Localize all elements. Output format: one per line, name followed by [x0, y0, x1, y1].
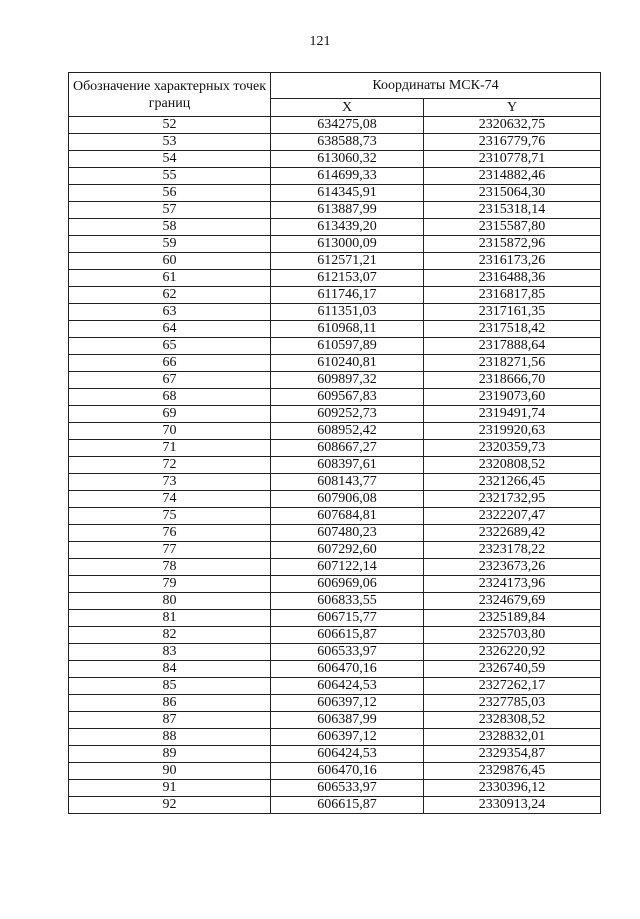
y-coordinate-cell: 2316779,76: [424, 134, 601, 151]
y-coordinate-cell: 2315587,80: [424, 219, 601, 236]
y-coordinate-cell: 2316173,26: [424, 253, 601, 270]
table-row: [69, 270, 601, 287]
header-coordinates: Координаты МСК-74: [271, 73, 601, 99]
x-coordinate-cell: 606470,16: [271, 661, 424, 678]
x-coordinate-cell: 607684,81: [271, 508, 424, 525]
y-coordinate-cell: 2322207,47: [424, 508, 601, 525]
header-points: Обозначение характерных точек границ: [69, 73, 271, 117]
point-id-cell: 78: [69, 559, 271, 576]
point-id-cell: 53: [69, 134, 271, 151]
point-id-cell: 66: [69, 355, 271, 372]
x-coordinate-cell: 606533,97: [271, 780, 424, 797]
y-coordinate-cell: 2330913,24: [424, 797, 601, 814]
y-coordinate-cell: 2317888,64: [424, 338, 601, 355]
x-coordinate-cell: 608397,61: [271, 457, 424, 474]
y-coordinate-cell: 2316817,85: [424, 287, 601, 304]
point-id-cell: 68: [69, 389, 271, 406]
table-row: [69, 661, 601, 678]
x-coordinate-cell: 607480,23: [271, 525, 424, 542]
header-y: Y: [424, 99, 601, 117]
point-id-cell: 52: [69, 117, 271, 134]
point-id-cell: 80: [69, 593, 271, 610]
y-coordinate-cell: 2328832,01: [424, 729, 601, 746]
point-id-cell: 59: [69, 236, 271, 253]
point-id-cell: 89: [69, 746, 271, 763]
x-coordinate-cell: 638588,73: [271, 134, 424, 151]
table-header: [69, 73, 601, 117]
y-coordinate-cell: 2314882,46: [424, 168, 601, 185]
table-row: [69, 712, 601, 729]
x-coordinate-cell: 606615,87: [271, 797, 424, 814]
table-row: [69, 508, 601, 525]
x-coordinate-cell: 606424,53: [271, 746, 424, 763]
y-coordinate-cell: 2315318,14: [424, 202, 601, 219]
y-coordinate-cell: 2320632,75: [424, 117, 601, 134]
y-coordinate-cell: 2320808,52: [424, 457, 601, 474]
y-coordinate-cell: 2325703,80: [424, 627, 601, 644]
x-coordinate-cell: 614345,91: [271, 185, 424, 202]
table-row: [69, 644, 601, 661]
y-coordinate-cell: 2319920,63: [424, 423, 601, 440]
table-row: [69, 678, 601, 695]
x-coordinate-cell: 606397,12: [271, 729, 424, 746]
x-coordinate-cell: 607122,14: [271, 559, 424, 576]
table-row: [69, 253, 601, 270]
y-coordinate-cell: 2329876,45: [424, 763, 601, 780]
x-coordinate-cell: 608952,42: [271, 423, 424, 440]
x-coordinate-cell: 609567,83: [271, 389, 424, 406]
point-id-cell: 65: [69, 338, 271, 355]
table-row: [69, 117, 601, 134]
table-body: [69, 117, 601, 814]
y-coordinate-cell: 2330396,12: [424, 780, 601, 797]
table-row: [69, 406, 601, 423]
point-id-cell: 54: [69, 151, 271, 168]
y-coordinate-cell: 2316488,36: [424, 270, 601, 287]
table-row: [69, 542, 601, 559]
x-coordinate-cell: 606969,06: [271, 576, 424, 593]
point-id-cell: 62: [69, 287, 271, 304]
table-row: [69, 134, 601, 151]
header-x: X: [271, 99, 424, 117]
y-coordinate-cell: 2322689,42: [424, 525, 601, 542]
page-number: 121: [309, 34, 331, 49]
point-id-cell: 81: [69, 610, 271, 627]
table-row: [69, 559, 601, 576]
table-row: [69, 372, 601, 389]
x-coordinate-cell: 608143,77: [271, 474, 424, 491]
y-coordinate-cell: 2318271,56: [424, 355, 601, 372]
table-row: [69, 695, 601, 712]
table-row: [69, 168, 601, 185]
table-row: [69, 593, 601, 610]
table-row: [69, 355, 601, 372]
table-row: [69, 287, 601, 304]
y-coordinate-cell: 2327785,03: [424, 695, 601, 712]
point-id-cell: 77: [69, 542, 271, 559]
table-row: [69, 474, 601, 491]
y-coordinate-cell: 2326740,59: [424, 661, 601, 678]
y-coordinate-cell: 2319073,60: [424, 389, 601, 406]
point-id-cell: 64: [69, 321, 271, 338]
y-coordinate-cell: 2321266,45: [424, 474, 601, 491]
x-coordinate-cell: 607292,60: [271, 542, 424, 559]
y-coordinate-cell: 2327262,17: [424, 678, 601, 695]
x-coordinate-cell: 613887,99: [271, 202, 424, 219]
x-coordinate-cell: 609252,73: [271, 406, 424, 423]
y-coordinate-cell: 2320359,73: [424, 440, 601, 457]
table-row: [69, 746, 601, 763]
table-row: [69, 304, 601, 321]
point-id-cell: 57: [69, 202, 271, 219]
y-coordinate-cell: 2323673,26: [424, 559, 601, 576]
point-id-cell: 76: [69, 525, 271, 542]
y-coordinate-cell: 2318666,70: [424, 372, 601, 389]
x-coordinate-cell: 606833,55: [271, 593, 424, 610]
table-row: [69, 321, 601, 338]
x-coordinate-cell: 610240,81: [271, 355, 424, 372]
y-coordinate-cell: 2317518,42: [424, 321, 601, 338]
table-row: [69, 729, 601, 746]
point-id-cell: 79: [69, 576, 271, 593]
table-row: [69, 338, 601, 355]
point-id-cell: 70: [69, 423, 271, 440]
point-id-cell: 61: [69, 270, 271, 287]
x-coordinate-cell: 609897,32: [271, 372, 424, 389]
x-coordinate-cell: 612571,21: [271, 253, 424, 270]
point-id-cell: 86: [69, 695, 271, 712]
point-id-cell: 88: [69, 729, 271, 746]
y-coordinate-cell: 2324679,69: [424, 593, 601, 610]
y-coordinate-cell: 2319491,74: [424, 406, 601, 423]
table-row: [69, 151, 601, 168]
y-coordinate-cell: 2315872,96: [424, 236, 601, 253]
x-coordinate-cell: 606387,99: [271, 712, 424, 729]
x-coordinate-cell: 606424,53: [271, 678, 424, 695]
point-id-cell: 84: [69, 661, 271, 678]
x-coordinate-cell: 606533,97: [271, 644, 424, 661]
coordinates-table: [68, 72, 601, 814]
x-coordinate-cell: 606615,87: [271, 627, 424, 644]
x-coordinate-cell: 612153,07: [271, 270, 424, 287]
y-coordinate-cell: 2310778,71: [424, 151, 601, 168]
point-id-cell: 91: [69, 780, 271, 797]
point-id-cell: 87: [69, 712, 271, 729]
point-id-cell: 63: [69, 304, 271, 321]
point-id-cell: 92: [69, 797, 271, 814]
x-coordinate-cell: 606397,12: [271, 695, 424, 712]
y-coordinate-cell: 2328308,52: [424, 712, 601, 729]
table-row: [69, 525, 601, 542]
table-row: [69, 440, 601, 457]
table-row: [69, 780, 601, 797]
table-row: [69, 423, 601, 440]
table-row: [69, 576, 601, 593]
point-id-cell: 73: [69, 474, 271, 491]
table-row: [69, 627, 601, 644]
x-coordinate-cell: 613060,32: [271, 151, 424, 168]
table-row: [69, 491, 601, 508]
y-coordinate-cell: 2315064,30: [424, 185, 601, 202]
x-coordinate-cell: 613000,09: [271, 236, 424, 253]
table-row: [69, 219, 601, 236]
point-id-cell: 83: [69, 644, 271, 661]
point-id-cell: 67: [69, 372, 271, 389]
y-coordinate-cell: 2329354,87: [424, 746, 601, 763]
point-id-cell: 56: [69, 185, 271, 202]
table-row: [69, 389, 601, 406]
x-coordinate-cell: 614699,33: [271, 168, 424, 185]
point-id-cell: 75: [69, 508, 271, 525]
point-id-cell: 74: [69, 491, 271, 508]
point-id-cell: 60: [69, 253, 271, 270]
table-row: [69, 610, 601, 627]
table-row: [69, 763, 601, 780]
table-row: [69, 236, 601, 253]
x-coordinate-cell: 634275,08: [271, 117, 424, 134]
y-coordinate-cell: 2317161,35: [424, 304, 601, 321]
table-row: [69, 457, 601, 474]
y-coordinate-cell: 2326220,92: [424, 644, 601, 661]
point-id-cell: 82: [69, 627, 271, 644]
table-row: [69, 202, 601, 219]
point-id-cell: 85: [69, 678, 271, 695]
y-coordinate-cell: 2321732,95: [424, 491, 601, 508]
x-coordinate-cell: 608667,27: [271, 440, 424, 457]
table-row: [69, 185, 601, 202]
y-coordinate-cell: 2324173,96: [424, 576, 601, 593]
point-id-cell: 69: [69, 406, 271, 423]
point-id-cell: 55: [69, 168, 271, 185]
x-coordinate-cell: 611351,03: [271, 304, 424, 321]
table-row: [69, 797, 601, 814]
point-id-cell: 72: [69, 457, 271, 474]
x-coordinate-cell: 607906,08: [271, 491, 424, 508]
y-coordinate-cell: 2323178,22: [424, 542, 601, 559]
x-coordinate-cell: 611746,17: [271, 287, 424, 304]
y-coordinate-cell: 2325189,84: [424, 610, 601, 627]
point-id-cell: 90: [69, 763, 271, 780]
point-id-cell: 71: [69, 440, 271, 457]
x-coordinate-cell: 606470,16: [271, 763, 424, 780]
x-coordinate-cell: 613439,20: [271, 219, 424, 236]
point-id-cell: 58: [69, 219, 271, 236]
x-coordinate-cell: 610968,11: [271, 321, 424, 338]
x-coordinate-cell: 606715,77: [271, 610, 424, 627]
x-coordinate-cell: 610597,89: [271, 338, 424, 355]
